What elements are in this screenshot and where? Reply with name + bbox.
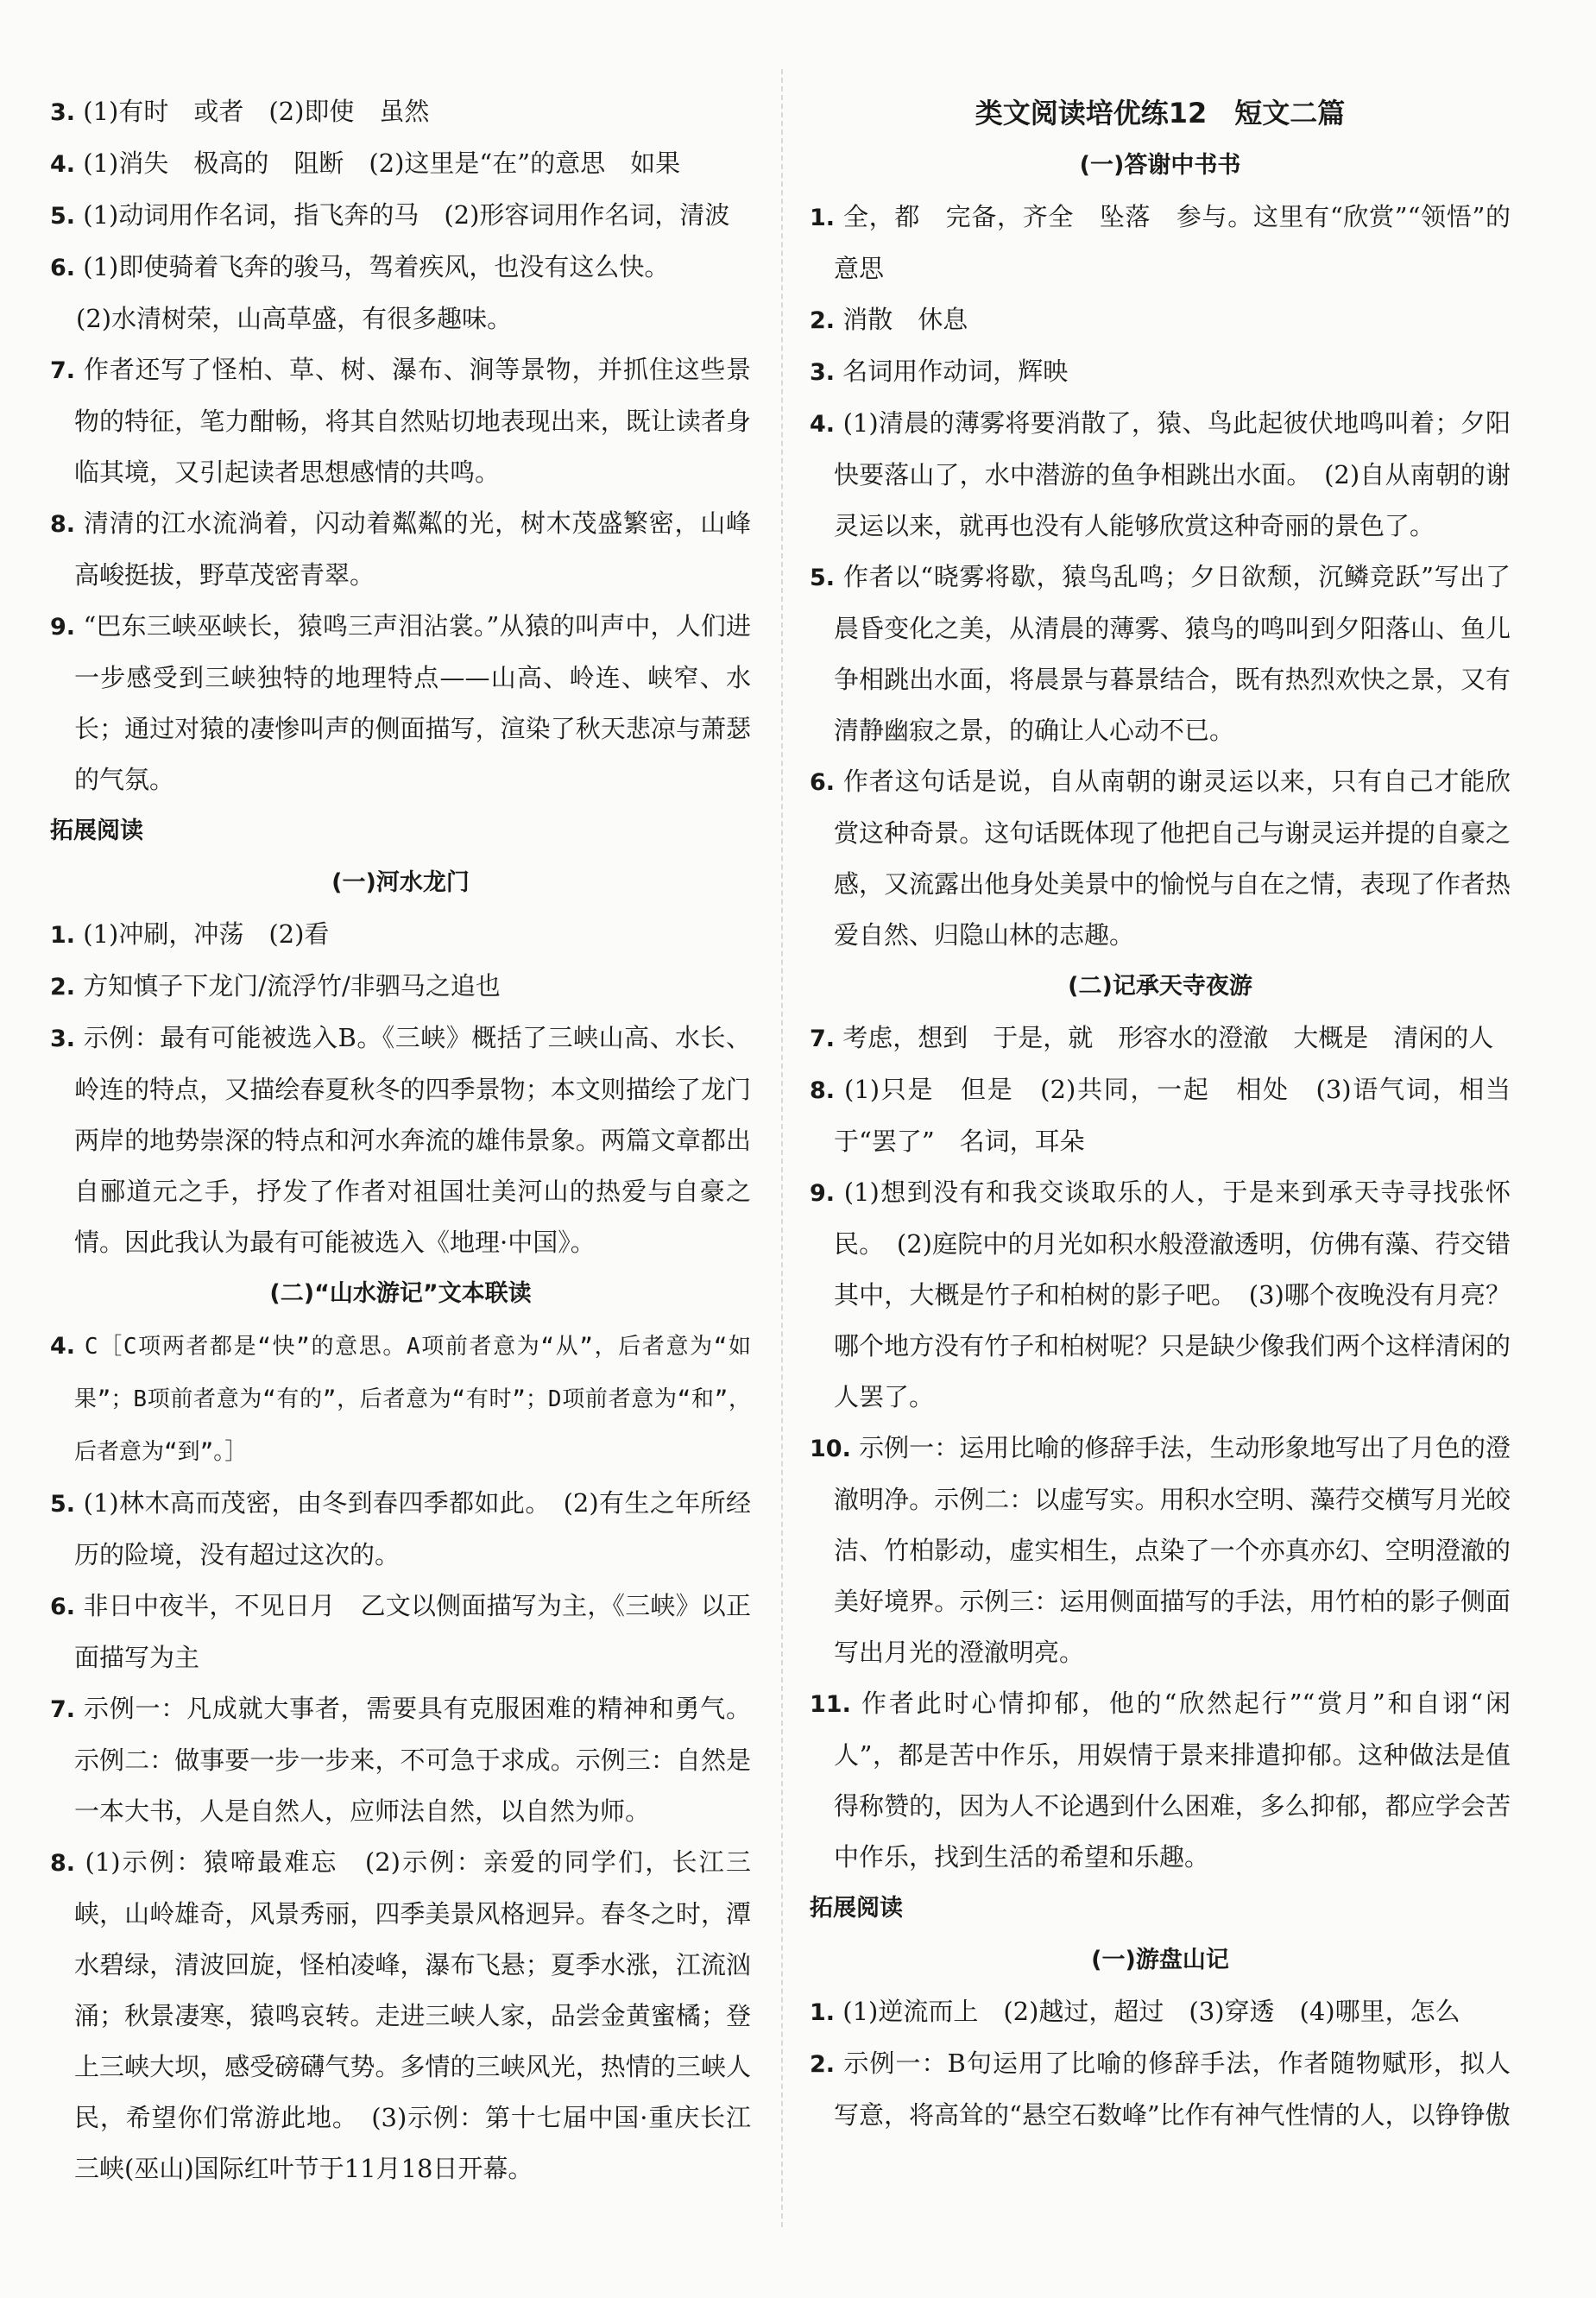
answer-text: 名词用作动词，辉映: [842, 357, 1069, 386]
answer-number: 4.: [810, 411, 836, 438]
answer-item: [50, 961, 751, 1013]
answer-item: [810, 2038, 1511, 2141]
answer-number: 8.: [810, 1077, 836, 1104]
answer-text: (1)逆流而上 (2)越过，超过 (3)穿透 (4)哪里，怎么: [842, 1997, 1460, 2026]
subheading-da-xie-zhongshu-shu: (一)答谢中书书: [1079, 152, 1241, 179]
answer-text: 示例：最有可能被选入B。《三峡》概括了三峡山高、水长、岭连的特点，又描绘春夏秋冬的四季景物；本文则描绘了龙门两岸的地势崇深的特点和河水奔流的雄伟景象。两篇文章都出自郦道元之手，抒发了作者对祖国壮美河山的热爱与自豪之情。因此我认为最有可能被选入《地理·中国》。: [74, 1023, 752, 1257]
answer-text: (1)有时 或者 (2)即使 虽然: [83, 97, 430, 126]
answer-item: [50, 601, 751, 805]
answer-text: 非日中夜半，不见日月 乙文以侧面描写为主，《三峡》以正面描写为主: [74, 1591, 751, 1672]
answer-number: 1.: [810, 1999, 836, 2026]
answer-item: [50, 1581, 751, 1683]
answer-text: 消散 休息: [842, 305, 968, 334]
section-heading-extended-reading: 拓展阅读: [810, 1895, 903, 1922]
right-column: [810, 86, 1511, 2141]
answer-item: [50, 1478, 751, 1581]
answer-number: 8.: [50, 1850, 76, 1877]
answer-text: 清清的江水流淌着，闪动着粼粼的光，树木茂盛繁密，山峰高峻挺拔，野草茂密青翠。: [74, 508, 751, 590]
left-column: [50, 86, 751, 2194]
answer-item: [50, 242, 751, 294]
answer-item: [50, 138, 751, 190]
answer-number: 3.: [50, 99, 76, 126]
answer-item: [810, 1678, 1511, 1883]
answer-item: [810, 1986, 1511, 2038]
answer-6-part-2: (2)水清树荣，山高草盛，有很多趣味。: [76, 304, 513, 333]
answer-number: 8.: [50, 511, 76, 538]
answer-number: 9.: [50, 614, 76, 641]
answer-text: (1)即使骑着飞奔的骏马，驾着疾风，也没有这么快。: [83, 252, 670, 281]
answer-text: 考虑，想到 于是，就 形容水的澄澈 大概是 清闲的人: [842, 1023, 1494, 1052]
column-divider: [781, 69, 783, 2227]
answer-number: 2.: [50, 974, 76, 1001]
answer-item: [810, 192, 1511, 294]
answer-item: [810, 756, 1511, 961]
answer-text: (1)想到没有和我交谈取乐的人，于是来到承天寺寻找张怀民。 (2)庭院中的月光如积水般澄澈透明，仿佛有藻、荇交错其中，大概是竹子和柏树的影子吧。 (3)哪个夜晚没有月亮？哪个地方没有竹子和柏树呢？只是缺少像我们两个这样清闲的人罢了。: [834, 1177, 1511, 1411]
section-heading-extended-reading: 拓展阅读: [50, 818, 143, 844]
answer-item: [50, 344, 751, 498]
answer-item: [50, 498, 751, 601]
answer-number: 4.: [50, 151, 76, 178]
answer-number: 4.: [50, 1333, 76, 1360]
answer-number: 7.: [50, 1696, 76, 1723]
answer-number: 7.: [50, 357, 76, 384]
subheading-you-panshan-ji: (一)游盘山记: [1091, 1947, 1229, 1973]
answer-number: 10.: [810, 1436, 851, 1462]
answer-text: 作者还写了怪柏、草、树、瀑布、涧等景物，并抓住这些景物的特征，笔力酣畅，将其自然贴切地表现出来，既让读者身临其境，又引起读者思想感情的共鸣。: [74, 355, 751, 487]
answer-text: C［C项两者都是“快”的意思。A项前者意为“从”，后者意为“如果”；B项前者意为“有的”，后者意为“有时”；D项前者意为“和”，后者意为“到”。］: [74, 1334, 752, 1465]
answer-text: 方知慎子下龙门/流浮竹/非驷马之追也: [83, 971, 501, 1001]
answer-item: [810, 346, 1511, 398]
answer-text: 作者此时心情抑郁，他的“欣然起行”“赏月”和自诩“闲人”，都是苦中作乐，用娱情于景来排遣抑郁。这种做法是值得称赞的，因为人不论遇到什么困难，多么抑郁，都应学会苦中作乐，找到生活的希望和乐趣。: [834, 1689, 1511, 1872]
answer-item: [50, 909, 751, 961]
answer-item: [810, 1167, 1511, 1423]
answer-item: [810, 552, 1511, 756]
answer-text: (1)只是 但是 (2)共同，一起 相处 (3)语气词，相当于“罢了” 名词，耳朵: [834, 1075, 1511, 1156]
answer-item: [50, 1013, 751, 1268]
answer-text: 全，都 完备，齐全 坠落 参与。这里有“欣赏”“领悟”的意思: [834, 202, 1511, 283]
answer-text: (1)示例：猿啼最难忘 (2)示例：亲爱的同学们，长江三峡，山岭雄奇，风景秀丽，四季美景风格迥异。春冬之时，潭水碧绿，清波回旋，怪柏凌峰，瀑布飞悬；夏季水涨，江流汹涌；秋景凄寒，猿鸣哀转。走进三峡人家，品尝金黄蜜橘；登上三峡大坝，感受磅礴气势。多情的三峡风光，热情的三峡人民，希望你们常游此地。 (3)示例：第十七届中国·重庆长江三峡(巫山)国际红叶节于11月18日开幕。: [74, 1847, 751, 2183]
answer-number: 2.: [810, 2051, 836, 2078]
answer-item: [810, 1013, 1511, 1064]
answer-number: 2.: [810, 307, 836, 334]
answer-text: 示例一：运用比喻的修辞手法，生动形象地写出了月色的澄澈明净。示例二：以虚写实。用积水空明、藻荇交横写月光皎洁、竹柏影动，虚实相生，点染了一个亦真亦幻、空明澄澈的美好境界。示例三：运用侧面描写的手法，用竹柏的影子侧面写出月光的澄澈明亮。: [834, 1433, 1511, 1667]
answer-number: 11.: [810, 1691, 851, 1718]
answer-item: [810, 398, 1511, 552]
answer-item: [810, 294, 1511, 346]
answer-item: [50, 190, 751, 242]
answer-number: 5.: [50, 1491, 76, 1518]
answer-number: 6.: [50, 255, 76, 281]
answer-number: 6.: [50, 1594, 76, 1620]
answer-number: 3.: [50, 1026, 76, 1052]
page-title: 类文阅读培优练12 短文二篇: [975, 97, 1346, 129]
answer-text: 示例一：凡成就大事者，需要具有克服困难的精神和勇气。示例二：做事要一步一步来，不可急于求成。示例三：自然是一本大书，人是自然人，应师法自然，以自然为师。: [74, 1694, 751, 1826]
answer-text: 示例一：B句运用了比喻的修辞手法，作者随物赋形，拟人写意，将高耸的“悬空石数峰”比作有神气性情的人，以铮铮傲: [834, 2049, 1511, 2130]
answer-text: 作者这句话是说，自从南朝的谢灵运以来，只有自己才能欣赏这种奇景。这句话既体现了他把自己与谢灵运并提的自豪之感，又流露出他身处美景中的愉悦与自在之情，表现了作者热爱自然、归隐山林的志趣。: [834, 767, 1511, 950]
answer-number: 9.: [810, 1180, 836, 1207]
answer-text: 作者以“晓雾将歇，猿鸟乱鸣；夕日欲颓，沉鳞竞跃”写出了晨昏变化之美，从清晨的薄雾、猿鸟的鸣叫到夕阳落山、鱼儿争相跳出水面，将晨景与暮景结合，既有热烈欢快之景，又有清静幽寂之景，的确让人心动不已。: [834, 562, 1511, 745]
subheading-ji-chengtian-si: (二)记承天寺夜游: [1068, 973, 1252, 1000]
subheading-shanshui-youji: (二)“山水游记”文本联读: [269, 1280, 532, 1307]
answer-number: 6.: [810, 769, 836, 796]
answer-item: [810, 1423, 1511, 1678]
answer-text: (1)消失 极高的 阻断 (2)这里是“在”的意思 如果: [83, 148, 681, 178]
answer-number: 5.: [810, 565, 836, 591]
answer-text: (1)冲刷，冲荡 (2)看: [83, 919, 330, 949]
answer-number: 7.: [810, 1026, 836, 1052]
answer-number: 1.: [810, 205, 836, 231]
answer-number: 5.: [50, 203, 76, 230]
subheading-hemen-longmen: (一)河水龙门: [331, 869, 470, 896]
answer-text: “巴东三峡巫峡长，猿鸣三声泪沾裳。”从猿的叫声中，人们进一步感受到三峡独特的地理特点——山高、岭连、峡窄、水长；通过对猿的凄惨叫声的侧面描写，渲染了秋天悲凉与萧瑟的气氛。: [74, 611, 752, 794]
answer-item: [50, 1837, 751, 2194]
answer-number: 3.: [810, 359, 836, 386]
answer-item: [50, 1683, 751, 1837]
answer-item: [810, 1064, 1511, 1167]
answer-item: [50, 1320, 751, 1478]
answer-item: [50, 86, 751, 138]
answer-number: 1.: [50, 922, 76, 949]
answer-text: (1)清晨的薄雾将要消散了，猿、鸟此起彼伏地鸣叫着；夕阳快要落山了，水中潜游的鱼争相跳出水面。 (2)自从南朝的谢灵运以来，就再也没有人能够欣赏这种奇丽的景色了。: [834, 408, 1511, 540]
answer-text: (1)动词用作名词，指飞奔的马 (2)形容词用作名词，清波: [83, 200, 730, 230]
answer-text: (1)林木高而茂密，由冬到春四季都如此。 (2)有生之年所经历的险境，没有超过这次的。: [74, 1488, 751, 1569]
